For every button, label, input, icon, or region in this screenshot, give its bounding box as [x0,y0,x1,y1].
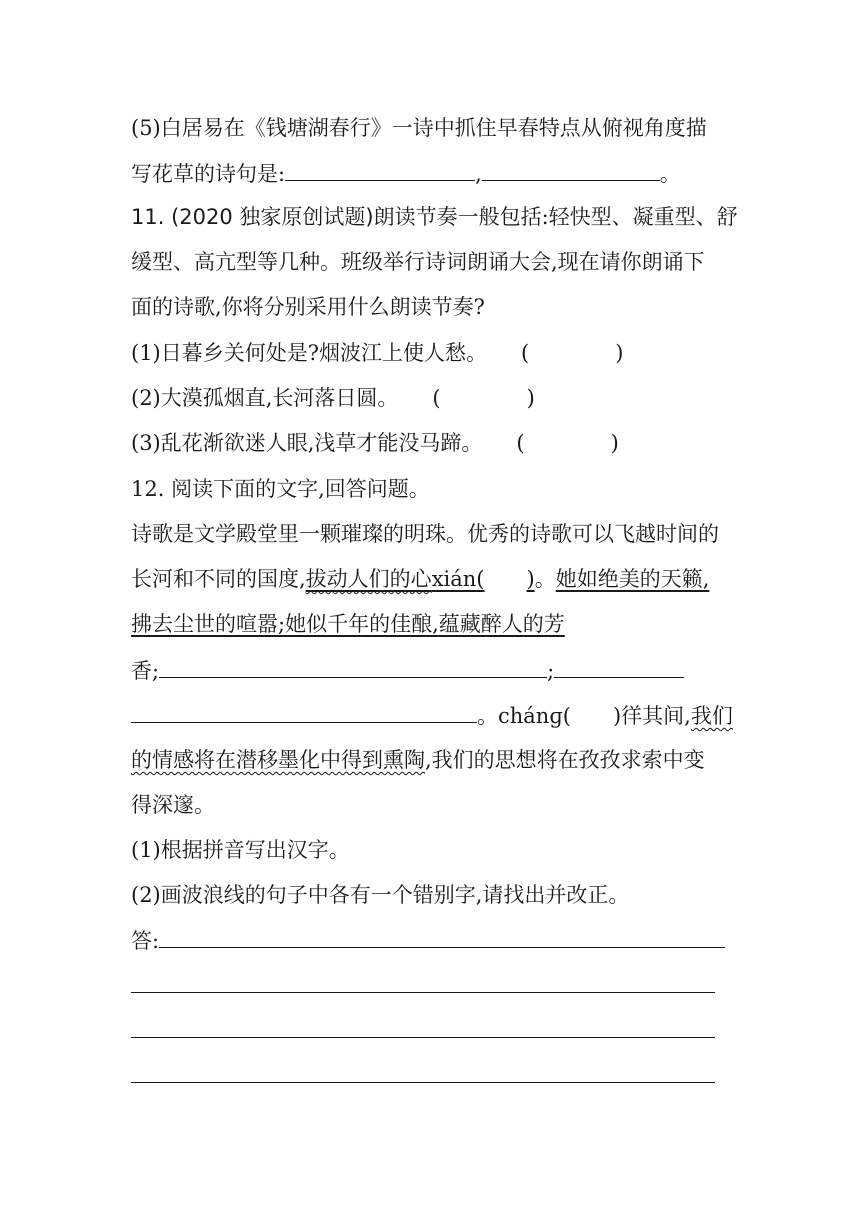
q12-answer-blank-4[interactable] [131,1082,715,1083]
q12-imitation-blank-2[interactable] [554,655,684,678]
q11-item-3-text: (3)乱花渐欲迷人眼,浅草才能没马蹄。 [131,431,483,455]
q12-answer-line [131,925,725,955]
q11-item-3-paren-close: ) [610,431,619,455]
q12-sub2-text: (2)画波浪线的句子中各有一个错别字,请找出并改正。 [131,883,630,907]
q10-item5-line1 [131,113,707,143]
q12-passage-line7 [131,790,215,820]
q12-passage-line5 [131,700,733,730]
q11-item-3 [131,428,619,458]
q12-passage-text-4: 香 [131,659,152,683]
q12-imitation-blank-1[interactable] [159,655,547,678]
q11-line3-text: 面的诗歌,你将分别采用什么朗读节奏? [131,295,485,319]
q11-item-3-paren-open: ( [516,431,525,455]
q12-passage-line3 [131,609,565,639]
q11-item-2 [131,383,535,413]
q12-sub-question-2 [131,880,629,910]
q10-comma: , [475,162,482,186]
q12-pinyin-xian: xián( [431,567,485,591]
q12-wavy-phrase-2b: 的情感将在潜移墨化中得到熏陶 [131,748,425,772]
q12-sub-question-1 [131,835,350,865]
q11-line1 [131,202,738,232]
q12-underlined-phrase-1 [306,567,535,591]
q11-source: (2020 独家原创试题) [171,205,374,229]
q11-line3 [131,292,485,322]
q11-number: 11. [131,205,165,229]
q12-passage-line1 [131,519,719,549]
q12-passage-text-2a: 长河和不同的国度, [131,567,306,591]
q12-answer-blank-2[interactable] [131,992,715,993]
q12-underlined-phrase-2: 她如绝美的天籁, [555,567,710,591]
q12-wavy-phrase-1: 拔动人们的心 [305,567,432,591]
q10-answer-blank-1[interactable] [285,158,475,181]
q12-heading-text: 12. 阅读下面的文字,回答问题。 [131,477,430,501]
q12-answer-blank-1[interactable] [159,925,725,948]
q12-wavy-phrase-2a: 我们 [690,704,733,728]
q11-item-1-text: (1)日暮乡关何处是?烟波江上使人愁。 [131,341,488,365]
q12-answer-blank-3[interactable] [131,1037,715,1038]
q11-line1-text: 朗读节奏一般包括:轻快型、凝重型、舒 [373,205,738,229]
q12-passage-text-7: 得深邃。 [131,793,215,817]
q12-semicolon-2: ; [547,659,555,683]
q12-semicolon-1: ; [152,659,160,683]
q12-imitation-blank-3[interactable] [131,700,477,723]
q11-item-1-paren-close: ) [615,341,624,365]
q12-passage-line6 [131,745,705,775]
q12-pinyin-chang: 。chánɡ( [477,704,571,728]
q10-item5-line2 [131,158,681,188]
q10-answer-blank-2[interactable] [482,158,660,181]
q12-passage-line2 [131,564,709,594]
q10-item5-prefix: 写花草的诗句是: [131,162,286,186]
q12-answer-label: 答: [131,929,160,953]
q11-item-2-text: (2)大漠孤烟直,长河落日圆。 [131,386,399,410]
q12-underlined-phrase-3: 拂去尘世的喧嚣;她似千年的佳酿, [131,612,439,636]
q12-xian-close: ) [526,567,535,591]
q12-passage-text-5: )徉其间, [612,704,691,728]
q11-item-1 [131,338,623,368]
q12-sub1-text: (1)根据拼音写出汉字。 [131,838,350,862]
q12-passage-text-1: 诗歌是文学殿堂里一颗璀璨的明珠。优秀的诗歌可以飞越时间的 [131,522,719,546]
q12-heading [131,474,430,504]
q11-line2 [131,247,705,277]
q12-period-1: 。 [534,567,556,591]
q12-underlined-phrase-4: 蕴藏醉人的芳 [438,612,565,636]
q11-item-1-paren-open: ( [521,341,530,365]
q11-line2-text: 缓型、高亢型等几种。班级举行诗词朗诵大会,现在请你朗诵下 [131,250,705,274]
q10-period: 。 [659,162,681,186]
q11-item-2-paren-open: ( [432,386,441,410]
q12-passage-text-6: ,我们的思想将在孜孜求索中变 [425,748,705,772]
q10-item5-text: (5)白居易在《钱塘湖春行》一诗中抓住早春特点从俯视角度描 [131,116,707,140]
q12-passage-line4 [131,655,684,685]
q11-item-2-paren-close: ) [526,386,535,410]
